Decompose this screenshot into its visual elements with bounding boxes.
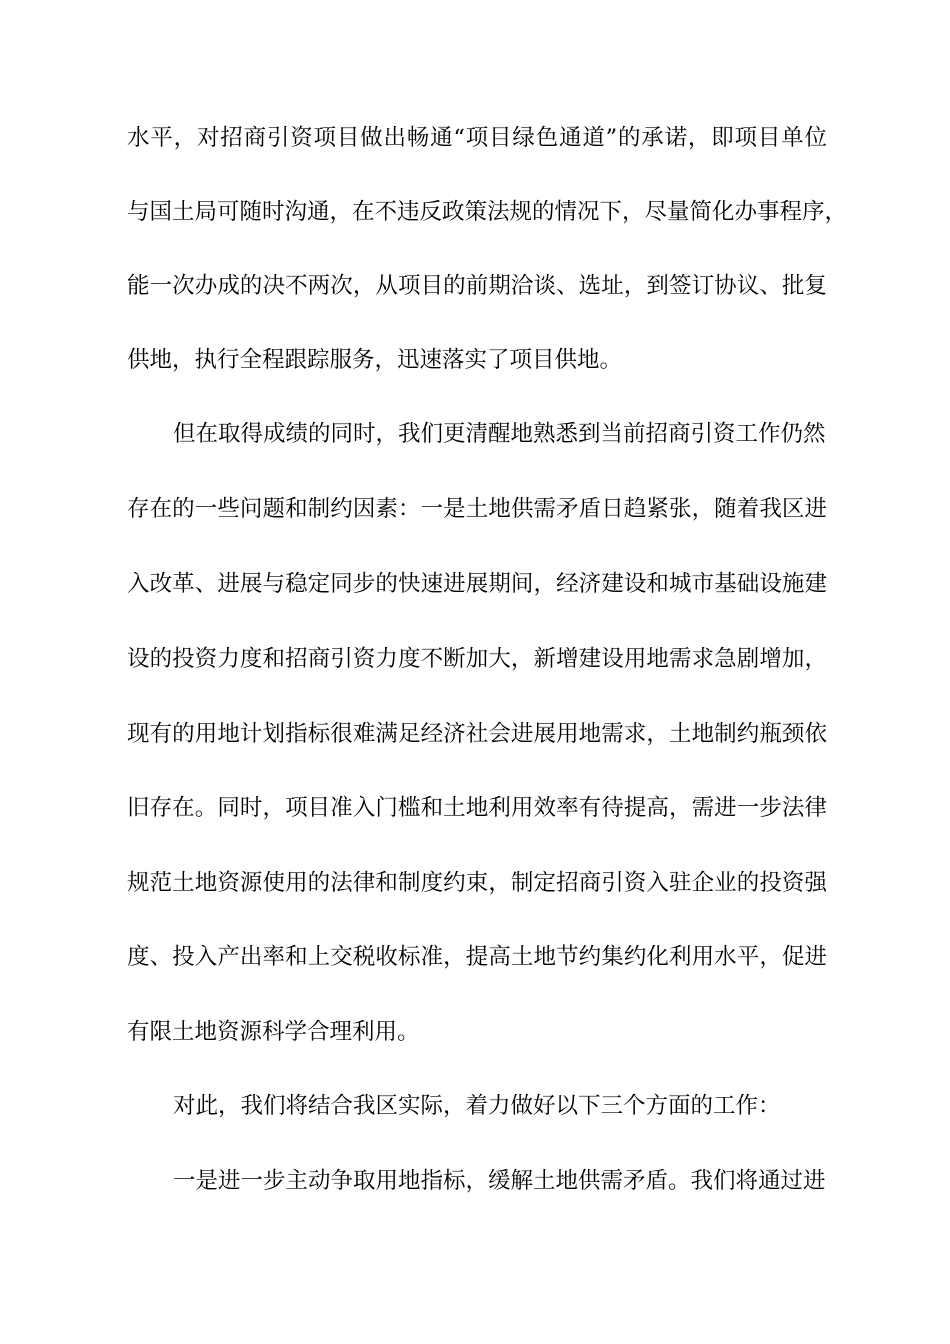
paragraph-first-line: 对此，我们将结合我区实际，着力做好以下三个方面的工作： (173, 1093, 781, 1119)
text-line: 供地，执行全程跟踪服务，迅速落实了项目供地。 (127, 347, 623, 373)
text-line: 旧存在。同时，项目准入门槛和土地利用效率有待提高，需进一步法律 (127, 795, 827, 821)
text-line: 规范土地资源使用的法律和制度约束，制定招商引资入驻企业的投资强 (127, 870, 827, 896)
paragraph-first-line: 一是进一步主动争取用地指标，缓解土地供需矛盾。我们将通过进 (173, 1168, 826, 1194)
text-line: 设的投资力度和招商引资力度不断加大，新增建设用地需求急剧增加， (127, 646, 827, 672)
text-line: 现有的用地计划指标很难满足经济社会进展用地需求，土地制约瓶颈依 (127, 721, 827, 747)
text-line: 能一次办成的决不两次，从项目的前期洽谈、选址，到签订协议、批复 (127, 273, 827, 299)
text-line: 度、投入产出率和上交税收标准，提高土地节约集约化利用水平，促进 (127, 944, 827, 970)
text-line: 存在的一些问题和制约因素：一是土地供需矛盾日趋紧张，随着我区进 (127, 496, 827, 522)
text-line: 水平，对招商引资项目做出畅通“项目绿色通道”的承诺，即项目单位 (127, 125, 827, 151)
text-line: 有限土地资源科学合理利用。 (127, 1019, 420, 1045)
text-line: 与国土局可随时沟通，在不违反政策法规的情况下，尽量简化办事程序， (127, 199, 848, 225)
text-line: 入改革、进展与稳定同步的快速进展期间，经济建设和城市基础设施建 (127, 571, 827, 597)
paragraph-first-line: 但在取得成绩的同时，我们更清醒地熟悉到当前招商引资工作仍然 (173, 421, 826, 447)
